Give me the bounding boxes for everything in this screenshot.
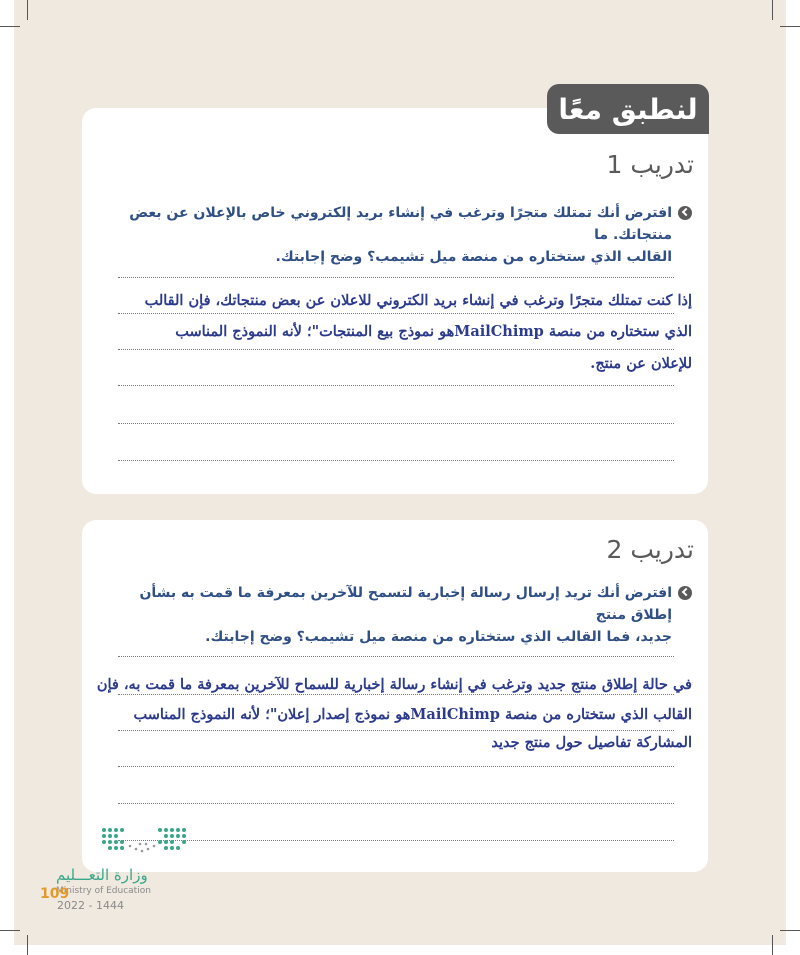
- page-number: 109: [40, 886, 70, 902]
- check-circle-icon: [678, 586, 692, 600]
- question-line: جديد، فما القالب الذي ستختاره من منصة ميل تشيمب؟ وضح إجابتك.: [205, 629, 672, 645]
- question-line: افترض أنك تريد إرسال رسالة إخبارية لتسمح للآخرين بمعرفة ما قمت به بشأن إطلاق منتج: [139, 585, 672, 623]
- question-line: القالب الذي ستختاره من منصة ميل تشيمب؟ وضح إجابتك.: [275, 249, 672, 265]
- exercise-card-2: [82, 520, 708, 872]
- exercise-2-title: تدريب 2: [606, 535, 694, 564]
- answer-line: [118, 730, 674, 731]
- answer-text-line: في حالة إطلاق منتج جديد وترغب في إنشاء رسالة إخبارية للسماح للآخرين بمعرفة ما قمت به، فإن: [96, 676, 692, 693]
- edition-year: 2022 - 1444: [57, 899, 124, 912]
- crop-mark: [772, 935, 773, 955]
- ministry-name-arabic: وزارة التعـــليم: [56, 866, 148, 884]
- check-circle-icon: [678, 206, 692, 220]
- exercise-1-title: تدريب 1: [606, 150, 694, 179]
- crop-mark: [27, 0, 28, 20]
- answer-line: [118, 349, 674, 350]
- answer-line: [118, 313, 674, 314]
- answer-text-line: الذي ستختاره من منصة MailChimpهو نموذج بيع المنتجات"؛ لأنه النموذج المناسب: [175, 323, 692, 340]
- crop-mark: [0, 26, 20, 27]
- answer-text-line: المشاركة تفاصيل حول منتج جديد: [491, 734, 692, 751]
- crop-mark: [0, 930, 20, 931]
- answer-line: [118, 423, 674, 424]
- ministry-name-english: Ministry of Education: [56, 886, 151, 896]
- crop-mark: [780, 26, 800, 27]
- answer-line: [118, 656, 674, 657]
- answer-line: [118, 694, 674, 695]
- answer-line: [118, 460, 674, 461]
- section-banner: لنطبق معًا: [547, 84, 709, 134]
- answer-line: [118, 803, 674, 804]
- answer-text-line: للإعلان عن منتج.: [590, 355, 692, 372]
- answer-line: [118, 277, 674, 278]
- answer-line: [118, 385, 674, 386]
- crop-mark: [780, 930, 800, 931]
- exercise-2-question: [112, 582, 692, 648]
- answer-text-line: القالب الذي ستختاره من منصة MailChimpهو نموذج إصدار إعلان"؛ لأنه النموذج المناسب: [133, 706, 692, 723]
- crop-mark: [772, 0, 773, 20]
- question-line: افترض أنك تمتلك متجرًا وترغب في إنشاء بريد إلكتروني خاص بالإعلان عن بعض منتجاتك. ما: [129, 205, 672, 243]
- answer-line: [118, 840, 674, 841]
- crop-mark: [27, 935, 28, 955]
- ministry-logo: [100, 826, 190, 856]
- answer-line: [118, 766, 674, 767]
- answer-text-line: إذا كنت تمتلك متجرًا وترغب في إنشاء بريد الكتروني للاعلان عن بعض منتجاتك، فإن القالب: [144, 292, 692, 309]
- exercise-1-question: [112, 202, 692, 268]
